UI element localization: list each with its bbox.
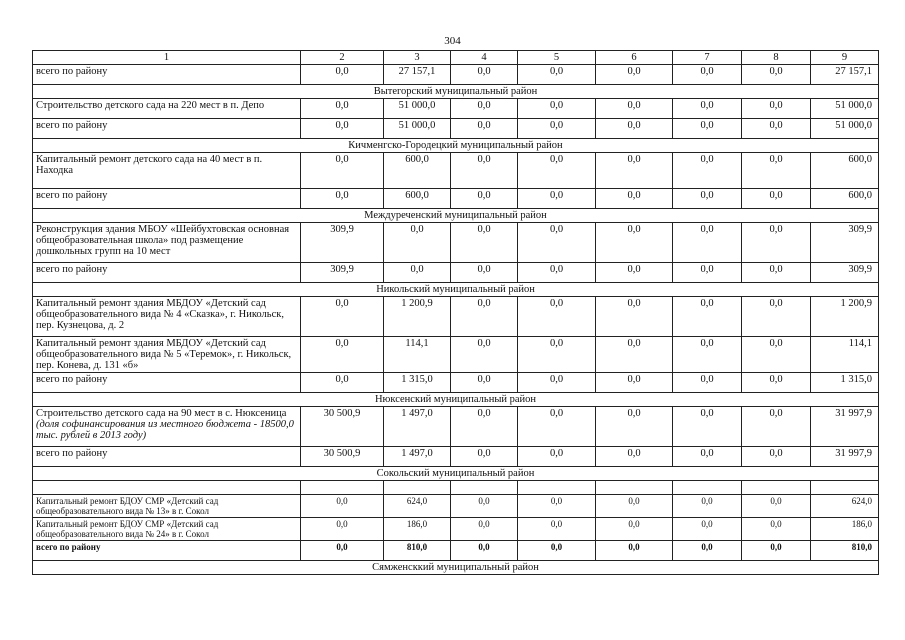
value-cell: 0,0 <box>742 99 811 119</box>
value-cell: 0,0 <box>673 518 742 541</box>
value-cell: 0,0 <box>301 99 384 119</box>
value-cell: 0,0 <box>742 495 811 518</box>
value-cell: 0,0 <box>301 297 384 337</box>
total-value-cell: 0,0 <box>518 447 596 467</box>
total-value-cell: 51 000,0 <box>384 119 451 139</box>
budget-table <box>32 50 879 575</box>
object-name <box>33 153 301 189</box>
table-row <box>33 223 879 263</box>
district-name: Междуреченский муниципальный район <box>33 209 879 223</box>
total-value-cell: 0,0 <box>596 447 673 467</box>
object-name-text: Реконструкция здания МБОУ «Шейбухтовская основная общеобразовательная школа» под размещение дошкольных групп на 10 мест <box>36 224 290 257</box>
column-header: 5 <box>518 51 596 65</box>
value-cell: 0,0 <box>451 337 518 373</box>
total-value-cell: 0,0 <box>742 119 811 139</box>
total-value-cell: 309,9 <box>301 263 384 283</box>
value-cell: 0,0 <box>673 153 742 189</box>
district-row <box>33 85 879 99</box>
total-value-cell: 0,0 <box>451 189 518 209</box>
value-cell: 30 500,9 <box>301 407 384 447</box>
total-value-cell: 0,0 <box>301 373 384 393</box>
total-value-cell: 0,0 <box>673 263 742 283</box>
value-cell: 0,0 <box>742 153 811 189</box>
value-cell: 0,0 <box>742 407 811 447</box>
district-row <box>33 283 879 297</box>
total-value-cell: 0,0 <box>518 541 596 561</box>
total-value-cell: 0,0 <box>301 65 384 85</box>
total-value-cell: 0,0 <box>596 189 673 209</box>
value-cell: 1 200,9 <box>811 297 879 337</box>
total-value-cell: 0,0 <box>742 447 811 467</box>
total-value-cell: 1 315,0 <box>384 373 451 393</box>
total-value-cell: 0,0 <box>742 373 811 393</box>
total-value-cell: 0,0 <box>518 373 596 393</box>
total-value-cell: 27 157,1 <box>811 65 879 85</box>
value-cell: 0,0 <box>742 518 811 541</box>
district-name: Никольский муниципальный район <box>33 283 879 297</box>
value-cell: 1 497,0 <box>384 407 451 447</box>
value-cell: 0,0 <box>596 297 673 337</box>
object-name <box>33 337 301 373</box>
value-cell: 0,0 <box>518 518 596 541</box>
value-cell: 624,0 <box>811 495 879 518</box>
district-row <box>33 393 879 407</box>
total-label: всего по району <box>33 65 301 85</box>
total-value-cell: 810,0 <box>811 541 879 561</box>
empty-cell <box>451 481 518 495</box>
district-name: Нюксенский муниципальный район <box>33 393 879 407</box>
value-cell: 0,0 <box>518 297 596 337</box>
value-cell: 600,0 <box>384 153 451 189</box>
column-header: 4 <box>451 51 518 65</box>
total-value-cell: 30 500,9 <box>301 447 384 467</box>
spacer-row <box>33 481 879 495</box>
value-cell: 1 200,9 <box>384 297 451 337</box>
empty-cell <box>33 481 301 495</box>
value-cell: 0,0 <box>673 297 742 337</box>
total-value-cell: 600,0 <box>811 189 879 209</box>
district-name: Сямженсккий муниципальный район <box>33 561 879 575</box>
value-cell: 0,0 <box>518 153 596 189</box>
value-cell: 0,0 <box>596 337 673 373</box>
total-value-cell: 0,0 <box>742 263 811 283</box>
header-row <box>33 51 879 65</box>
value-cell: 0,0 <box>596 518 673 541</box>
object-name-text: Капитальный ремонт БДОУ СМР «Детский сад общеобразовательного вида № 24» в г. Сокол <box>36 519 219 539</box>
column-header: 6 <box>596 51 673 65</box>
total-value-cell: 0,0 <box>518 65 596 85</box>
total-value-cell: 0,0 <box>596 65 673 85</box>
total-value-cell: 0,0 <box>451 65 518 85</box>
total-value-cell: 0,0 <box>596 263 673 283</box>
district-row <box>33 139 879 153</box>
total-value-cell: 0,0 <box>451 373 518 393</box>
table-row <box>33 407 879 447</box>
total-value-cell: 0,0 <box>301 189 384 209</box>
total-row <box>33 263 879 283</box>
total-value-cell: 0,0 <box>451 447 518 467</box>
district-name: Сокольский муниципальный район <box>33 467 879 481</box>
total-value-cell: 0,0 <box>673 447 742 467</box>
district-name: Вытегорский муниципальный район <box>33 85 879 99</box>
empty-cell <box>811 481 879 495</box>
total-value-cell: 1 497,0 <box>384 447 451 467</box>
total-value-cell: 0,0 <box>673 119 742 139</box>
empty-cell <box>384 481 451 495</box>
district-row <box>33 467 879 481</box>
total-row <box>33 541 879 561</box>
object-name-text: Строительство детского сада на 220 мест в п. Депо <box>36 100 265 111</box>
column-header: 8 <box>742 51 811 65</box>
district-row <box>33 561 879 575</box>
value-cell: 186,0 <box>384 518 451 541</box>
district-name: Кичменгско-Городецкий муниципальный район <box>33 139 879 153</box>
value-cell: 0,0 <box>673 223 742 263</box>
total-value-cell: 0,0 <box>301 119 384 139</box>
table-row <box>33 99 879 119</box>
total-value-cell: 0,0 <box>518 119 596 139</box>
table-row <box>33 337 879 373</box>
table-row <box>33 153 879 189</box>
value-cell: 0,0 <box>451 99 518 119</box>
total-value-cell: 0,0 <box>673 65 742 85</box>
column-header: 3 <box>384 51 451 65</box>
column-header: 2 <box>301 51 384 65</box>
total-value-cell: 51 000,0 <box>811 119 879 139</box>
value-cell: 51 000,0 <box>384 99 451 119</box>
value-cell: 0,0 <box>451 223 518 263</box>
value-cell: 0,0 <box>451 297 518 337</box>
object-name <box>33 407 301 447</box>
value-cell: 0,0 <box>301 495 384 518</box>
total-value-cell: 0,0 <box>451 119 518 139</box>
total-label: всего по району <box>33 263 301 283</box>
value-cell: 0,0 <box>301 518 384 541</box>
total-value-cell: 1 315,0 <box>811 373 879 393</box>
object-name-text: Капитальный ремонт детского сада на 40 мест в п. Находка <box>36 154 263 176</box>
total-value-cell: 600,0 <box>384 189 451 209</box>
total-row <box>33 447 879 467</box>
value-cell: 0,0 <box>451 153 518 189</box>
value-cell: 0,0 <box>518 223 596 263</box>
total-value-cell: 27 157,1 <box>384 65 451 85</box>
total-value-cell: 0,0 <box>451 541 518 561</box>
empty-cell <box>596 481 673 495</box>
object-note: (доля софинансирования из местного бюджета - 18500,0 тыс. рублей в 2013 году) <box>36 419 294 441</box>
value-cell: 0,0 <box>673 337 742 373</box>
total-value-cell: 31 997,9 <box>811 447 879 467</box>
total-value-cell: 0,0 <box>301 541 384 561</box>
value-cell: 600,0 <box>811 153 879 189</box>
total-value-cell: 0,0 <box>742 541 811 561</box>
object-name-text: Капитальный ремонт здания МБДОУ «Детский сад общеобразовательного вида № 4 «Сказка», г. Никольск, пер. Кузнецова, д. 2 <box>36 298 284 331</box>
table-row <box>33 518 879 541</box>
value-cell: 309,9 <box>301 223 384 263</box>
value-cell: 0,0 <box>451 495 518 518</box>
total-value-cell: 309,9 <box>811 263 879 283</box>
total-row <box>33 373 879 393</box>
object-name-text: Капитальный ремонт здания МБДОУ «Детский сад общеобразовательного вида № 5 «Теремок», г. Никольск, пер. Конева, д. 131 «б» <box>36 338 292 371</box>
value-cell: 186,0 <box>811 518 879 541</box>
value-cell: 0,0 <box>596 223 673 263</box>
total-value-cell: 810,0 <box>384 541 451 561</box>
value-cell: 0,0 <box>518 99 596 119</box>
value-cell: 51 000,0 <box>811 99 879 119</box>
total-value-cell: 0,0 <box>384 263 451 283</box>
value-cell: 0,0 <box>301 153 384 189</box>
total-row <box>33 189 879 209</box>
total-label: всего по району <box>33 373 301 393</box>
total-label: всего по району <box>33 541 301 561</box>
value-cell: 624,0 <box>384 495 451 518</box>
total-value-cell: 0,0 <box>518 189 596 209</box>
total-label: всего по району <box>33 119 301 139</box>
district-row <box>33 209 879 223</box>
total-value-cell: 0,0 <box>742 189 811 209</box>
value-cell: 0,0 <box>742 223 811 263</box>
value-cell: 114,1 <box>811 337 879 373</box>
value-cell: 0,0 <box>673 407 742 447</box>
value-cell: 0,0 <box>596 407 673 447</box>
value-cell: 0,0 <box>518 495 596 518</box>
value-cell: 0,0 <box>742 337 811 373</box>
column-header: 1 <box>33 51 301 65</box>
value-cell: 0,0 <box>301 337 384 373</box>
value-cell: 0,0 <box>596 99 673 119</box>
table-row <box>33 495 879 518</box>
value-cell: 0,0 <box>596 153 673 189</box>
object-name <box>33 99 301 119</box>
empty-cell <box>742 481 811 495</box>
object-name <box>33 297 301 337</box>
column-header: 9 <box>811 51 879 65</box>
value-cell: 0,0 <box>742 297 811 337</box>
object-name <box>33 495 301 518</box>
object-name <box>33 223 301 263</box>
total-value-cell: 0,0 <box>518 263 596 283</box>
value-cell: 0,0 <box>451 518 518 541</box>
value-cell: 0,0 <box>518 337 596 373</box>
total-value-cell: 0,0 <box>596 541 673 561</box>
empty-cell <box>301 481 384 495</box>
value-cell: 31 997,9 <box>811 407 879 447</box>
total-value-cell: 0,0 <box>596 119 673 139</box>
value-cell: 0,0 <box>518 407 596 447</box>
total-row <box>33 65 879 85</box>
total-value-cell: 0,0 <box>596 373 673 393</box>
object-name <box>33 518 301 541</box>
value-cell: 0,0 <box>673 99 742 119</box>
empty-cell <box>518 481 596 495</box>
page-number: 304 <box>444 35 461 47</box>
value-cell: 309,9 <box>811 223 879 263</box>
total-value-cell: 0,0 <box>673 373 742 393</box>
value-cell: 0,0 <box>384 223 451 263</box>
total-value-cell: 0,0 <box>742 65 811 85</box>
empty-cell <box>673 481 742 495</box>
object-name-text: Строительство детского сада на 90 мест в с. Нюксеница <box>36 408 287 419</box>
table-row <box>33 297 879 337</box>
value-cell: 114,1 <box>384 337 451 373</box>
total-value-cell: 0,0 <box>451 263 518 283</box>
object-name-text: Капитальный ремонт БДОУ СМР «Детский сад общеобразовательного вида № 13» в г. Сокол <box>36 496 219 516</box>
column-header: 7 <box>673 51 742 65</box>
total-value-cell: 0,0 <box>673 541 742 561</box>
value-cell: 0,0 <box>596 495 673 518</box>
total-label: всего по району <box>33 447 301 467</box>
value-cell: 0,0 <box>673 495 742 518</box>
total-label: всего по району <box>33 189 301 209</box>
total-value-cell: 0,0 <box>673 189 742 209</box>
value-cell: 0,0 <box>451 407 518 447</box>
total-row <box>33 119 879 139</box>
